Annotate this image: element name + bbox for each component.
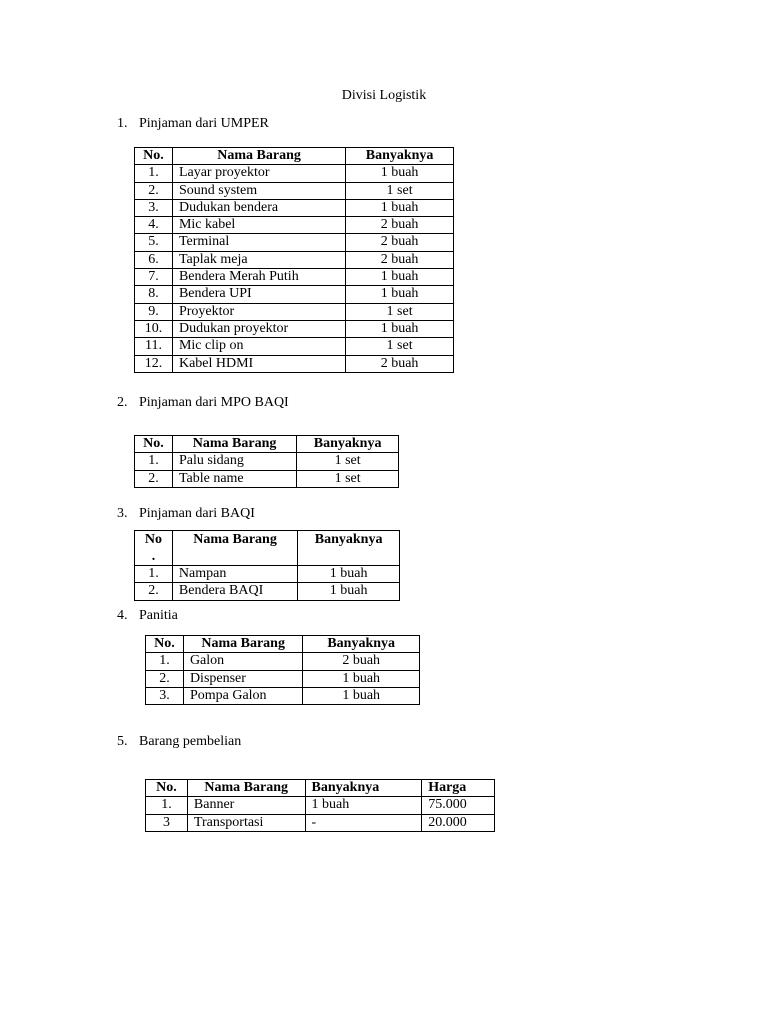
table-row [146,653,420,670]
section-number: 1. [117,116,128,131]
table-cell: Taplak meja [172,251,345,268]
table-cell: 4. [135,217,173,234]
table-cell: Table name [172,470,296,487]
table-cell: 9. [135,303,173,320]
table-cell: Kabel HDMI [172,355,345,372]
table-row [135,217,454,234]
table-cell: 75.000 [422,797,495,814]
table-cell: 2. [135,470,173,487]
table-cell: 2 buah [346,355,454,372]
table-cell: 7. [135,269,173,286]
table-mpo-baqi [134,435,399,488]
table-cell: Pompa Galon [183,687,302,704]
table-cell: 2 buah [346,251,454,268]
table-cell: 2. [146,670,184,687]
column-header: Banyaknya [297,436,399,453]
table-row [135,470,399,487]
table-cell: 1 set [346,338,454,355]
table-baqi [134,530,400,601]
table-row [135,182,454,199]
table-cell: 1 set [297,470,399,487]
table-row [146,670,420,687]
table-cell: Nampan [172,566,297,583]
section-title: Pinjaman dari BAQI [139,506,255,521]
column-header: No . [135,531,173,566]
table-cell: 1 set [297,453,399,470]
section-heading-4 [117,608,178,624]
section-title: Panitia [139,608,178,623]
table-barang-pembelian [145,779,495,832]
column-header: Nama Barang [183,636,302,653]
table-cell: Dudukan proyektor [172,320,345,337]
table-cell: 10. [135,320,173,337]
table-cell: 1. [135,453,173,470]
table-cell: 2 buah [346,234,454,251]
table-cell: 2. [135,583,173,600]
table-cell: 1 buah [346,199,454,216]
table-cell: Mic kabel [172,217,345,234]
table-row [135,165,454,182]
column-header: Banyaknya [298,531,400,566]
table-cell: 1 buah [346,269,454,286]
column-header: Nama Barang [172,436,296,453]
section-heading-2 [117,395,289,411]
table-cell: 11. [135,338,173,355]
table-row [135,355,454,372]
table-cell: 20.000 [422,814,495,831]
section-number: 5. [117,734,128,749]
section-title: Pinjaman dari UMPER [139,116,269,131]
table-cell: Banner [187,797,305,814]
column-header: No. [135,436,173,453]
table-row [135,566,400,583]
table-cell: 1. [135,566,173,583]
table-row [146,814,495,831]
page-title: Divisi Logistik [341,88,427,103]
table-row [135,303,454,320]
table-cell: Transportasi [187,814,305,831]
section-title: Barang pembelian [139,734,242,749]
table-cell: Proyektor [172,303,345,320]
table-header-row [135,436,399,453]
table-cell: 2 buah [346,217,454,234]
table-cell: 1 set [346,303,454,320]
table-cell: Bendera Merah Putih [172,269,345,286]
table-header-row [135,148,454,165]
table-cell: 1. [146,653,184,670]
column-header: Banyaknya [305,780,422,797]
table-header-row [146,780,495,797]
table-cell: 1 set [346,182,454,199]
table-row [135,583,400,600]
table-cell: 1. [135,165,173,182]
section-heading-1 [117,116,269,132]
section-number: 4. [117,608,128,623]
table-cell: 1. [146,797,188,814]
table-cell: 1 buah [303,670,420,687]
table-cell: 2 buah [303,653,420,670]
table-row [146,687,420,704]
table-cell: Terminal [172,234,345,251]
column-header: No. [146,636,184,653]
section-heading-5 [117,734,241,750]
column-header: Banyaknya [303,636,420,653]
column-header: Harga [422,780,495,797]
table-cell: 3 [146,814,188,831]
table-cell: 2. [135,182,173,199]
table-cell: 8. [135,286,173,303]
table-cell: Mic clip on [172,338,345,355]
table-cell: 6. [135,251,173,268]
table-row [135,320,454,337]
table-header-row [135,531,400,566]
table-row [135,199,454,216]
table-cell: 1 buah [305,797,422,814]
table-cell: Bendera BAQI [172,583,297,600]
table-cell: Sound system [172,182,345,199]
table-cell: 1 buah [346,320,454,337]
column-header: Nama Barang [172,531,297,566]
section-number: 3. [117,506,128,521]
column-header: No. [146,780,188,797]
table-row [135,234,454,251]
section-heading-3 [117,506,255,522]
table-cell: 1 buah [346,165,454,182]
table-cell: 3. [135,199,173,216]
table-row [135,338,454,355]
table-cell: Dudukan bendera [172,199,345,216]
table-cell: Galon [183,653,302,670]
table-header-row [146,636,420,653]
column-header: Nama Barang [187,780,305,797]
table-cell: 12. [135,355,173,372]
table-row [135,286,454,303]
table-row [135,251,454,268]
column-header: Banyaknya [346,148,454,165]
table-cell: 1 buah [346,286,454,303]
table-cell: 3. [146,687,184,704]
table-cell: Dispenser [183,670,302,687]
table-cell: 1 buah [298,583,400,600]
table-panitia [145,635,420,705]
table-cell: Bendera UPI [172,286,345,303]
table-cell: Layar proyektor [172,165,345,182]
table-row [146,797,495,814]
table-umper [134,147,454,373]
table-row [135,453,399,470]
section-number: 2. [117,395,128,410]
table-cell: 5. [135,234,173,251]
table-cell: 1 buah [303,687,420,704]
table-cell: - [305,814,422,831]
table-cell: 1 buah [298,566,400,583]
column-header: Nama Barang [172,148,345,165]
table-cell: Palu sidang [172,453,296,470]
section-title: Pinjaman dari MPO BAQI [139,395,289,410]
table-row [135,269,454,286]
column-header: No. [135,148,173,165]
